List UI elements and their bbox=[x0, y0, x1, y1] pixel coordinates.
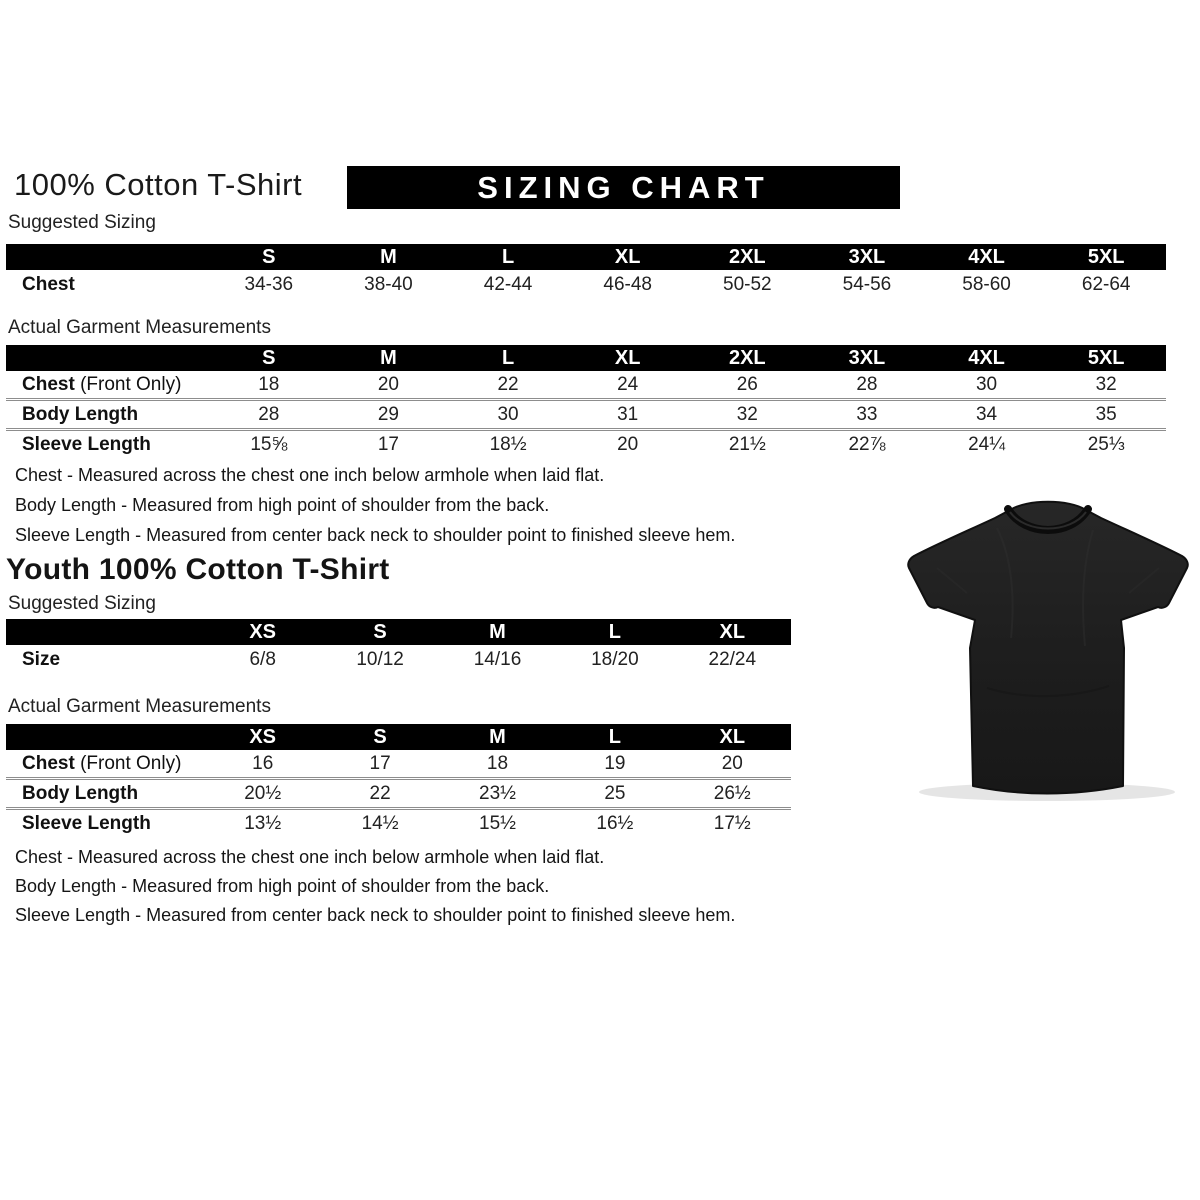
adult-suggested-sizing-table bbox=[6, 244, 1166, 300]
column-header: S bbox=[262, 245, 276, 268]
note-body-length: Body Length - Measured from high point of shoulder from the back. bbox=[15, 495, 550, 515]
column-header: M bbox=[489, 620, 506, 643]
table-row-chest bbox=[6, 371, 1166, 398]
cell: 30 bbox=[975, 373, 998, 395]
table-row-chest bbox=[6, 270, 1166, 300]
cell: 25 bbox=[604, 782, 626, 804]
row-label: Body Length bbox=[22, 782, 139, 804]
table-header-row bbox=[6, 345, 1166, 371]
cell: 54-56 bbox=[842, 274, 892, 295]
cell: 23½ bbox=[479, 782, 516, 804]
cell: 22⅞ bbox=[848, 433, 886, 455]
cell: 26 bbox=[736, 373, 758, 395]
column-header: L bbox=[608, 725, 621, 748]
column-header: L bbox=[501, 346, 515, 369]
row-label: Body Length bbox=[22, 403, 139, 425]
cell: 33 bbox=[856, 403, 878, 425]
cell: 35 bbox=[1095, 403, 1117, 425]
row-label: Sleeve Length bbox=[22, 812, 151, 834]
cell: 17½ bbox=[713, 812, 751, 834]
adult-measurement-notes bbox=[15, 460, 735, 550]
column-header: XS bbox=[249, 620, 277, 643]
cell: 20 bbox=[377, 373, 399, 395]
cell: 19 bbox=[604, 752, 626, 774]
cell: 16½ bbox=[596, 812, 634, 834]
column-header: XL bbox=[719, 620, 746, 643]
cell: 42-44 bbox=[483, 274, 533, 295]
cell: 13½ bbox=[244, 812, 282, 834]
cell: 16 bbox=[252, 752, 274, 774]
cell: 29 bbox=[377, 403, 399, 425]
table-row-body-length bbox=[6, 780, 791, 807]
column-header: 2XL bbox=[728, 245, 766, 268]
column-header: S bbox=[373, 725, 387, 748]
youth-measurement-notes bbox=[15, 843, 735, 930]
table-header-row bbox=[6, 619, 791, 645]
cell: 25⅓ bbox=[1087, 433, 1125, 455]
cell: 17 bbox=[369, 752, 391, 774]
page-title: 100% Cotton T-Shirt bbox=[14, 167, 303, 202]
cell: 17 bbox=[377, 433, 399, 455]
cell: 18 bbox=[486, 752, 509, 774]
cell: 31 bbox=[617, 403, 639, 425]
youth-section-title: Youth 100% Cotton T-Shirt bbox=[6, 553, 390, 586]
row-label: Size bbox=[22, 649, 61, 670]
table-row-sleeve-length bbox=[6, 810, 791, 837]
cell: 18½ bbox=[489, 433, 527, 455]
table-row-size bbox=[6, 645, 791, 675]
row-label: Chest (Front Only) bbox=[22, 752, 182, 774]
column-header: XS bbox=[249, 725, 277, 748]
column-header: 4XL bbox=[968, 245, 1005, 268]
adult-suggested-sizing-label: Suggested Sizing bbox=[8, 212, 156, 233]
table-header-row bbox=[6, 724, 791, 750]
column-header: 5XL bbox=[1087, 245, 1125, 268]
row-label: Chest (Front Only) bbox=[22, 373, 182, 395]
column-header: XL bbox=[614, 346, 641, 369]
column-header: XL bbox=[719, 725, 746, 748]
note-body-length: Body Length - Measured from high point of shoulder from the back. bbox=[15, 876, 550, 896]
column-header: S bbox=[262, 346, 276, 369]
note-chest: Chest - Measured across the chest one inch below armhole when laid flat. bbox=[15, 465, 605, 485]
cell: 6/8 bbox=[249, 649, 276, 670]
cell: 15⅝ bbox=[250, 433, 288, 455]
youth-actual-measurements-label: Actual Garment Measurements bbox=[8, 696, 271, 717]
cell: 62-64 bbox=[1081, 274, 1131, 295]
column-header: 3XL bbox=[848, 245, 886, 268]
cell: 32 bbox=[1095, 373, 1117, 395]
youth-actual-measurements-table bbox=[6, 724, 791, 837]
cell: 34-36 bbox=[244, 274, 294, 295]
youth-suggested-sizing-label: Suggested Sizing bbox=[8, 593, 156, 614]
column-header: XL bbox=[614, 245, 641, 268]
column-header: 2XL bbox=[728, 346, 766, 369]
tshirt-image bbox=[897, 488, 1199, 806]
cell: 20 bbox=[721, 752, 743, 774]
table-row-sleeve-length bbox=[6, 431, 1166, 458]
cell: 30 bbox=[497, 403, 519, 425]
sizing-chart-banner bbox=[347, 166, 900, 209]
column-header: M bbox=[489, 725, 506, 748]
cell: 24¼ bbox=[968, 433, 1006, 455]
note-sleeve-length: Sleeve Length - Measured from center back neck to shoulder point to finished sleeve hem. bbox=[15, 905, 736, 925]
sizing-chart-banner-text: SIZING CHART bbox=[477, 169, 770, 205]
youth-suggested-sizing-table bbox=[6, 619, 791, 675]
cell: 18 bbox=[258, 373, 280, 395]
cell: 20½ bbox=[244, 782, 282, 804]
column-header: L bbox=[501, 245, 515, 268]
cell: 14/16 bbox=[473, 649, 522, 670]
table-row-chest bbox=[6, 750, 791, 777]
note-sleeve-length: Sleeve Length - Measured from center back neck to shoulder point to finished sleeve hem. bbox=[15, 525, 736, 545]
cell: 38-40 bbox=[364, 274, 413, 295]
table-header-row bbox=[6, 244, 1166, 270]
cell: 46-48 bbox=[603, 274, 652, 295]
cell: 22/24 bbox=[708, 649, 757, 670]
row-label: Sleeve Length bbox=[22, 433, 151, 455]
cell: 28 bbox=[856, 373, 878, 395]
cell: 20 bbox=[617, 433, 639, 455]
cell: 34 bbox=[975, 403, 998, 425]
cell: 24 bbox=[617, 373, 639, 395]
cell: 28 bbox=[258, 403, 280, 425]
column-header: S bbox=[373, 620, 387, 643]
cell: 58-60 bbox=[962, 274, 1011, 295]
column-header: 3XL bbox=[848, 346, 886, 369]
cell: 10/12 bbox=[356, 649, 404, 670]
column-header: M bbox=[380, 346, 397, 369]
cell: 18/20 bbox=[591, 649, 639, 670]
cell: 32 bbox=[736, 403, 758, 425]
cell: 22 bbox=[497, 373, 519, 395]
column-header: 5XL bbox=[1087, 346, 1125, 369]
cell: 50-52 bbox=[723, 274, 772, 295]
cell: 14½ bbox=[361, 812, 399, 834]
cell: 26½ bbox=[713, 782, 751, 804]
column-header: M bbox=[380, 245, 397, 268]
cell: 22 bbox=[369, 782, 391, 804]
cell: 15½ bbox=[479, 812, 516, 834]
adult-actual-measurements-label: Actual Garment Measurements bbox=[8, 317, 271, 338]
row-label: Chest bbox=[22, 274, 75, 295]
note-chest: Chest - Measured across the chest one inch below armhole when laid flat. bbox=[15, 847, 605, 867]
cell: 21½ bbox=[728, 433, 766, 455]
table-row-body-length bbox=[6, 401, 1166, 428]
column-header: L bbox=[608, 620, 621, 643]
column-header: 4XL bbox=[968, 346, 1005, 369]
adult-actual-measurements-table bbox=[6, 345, 1166, 458]
